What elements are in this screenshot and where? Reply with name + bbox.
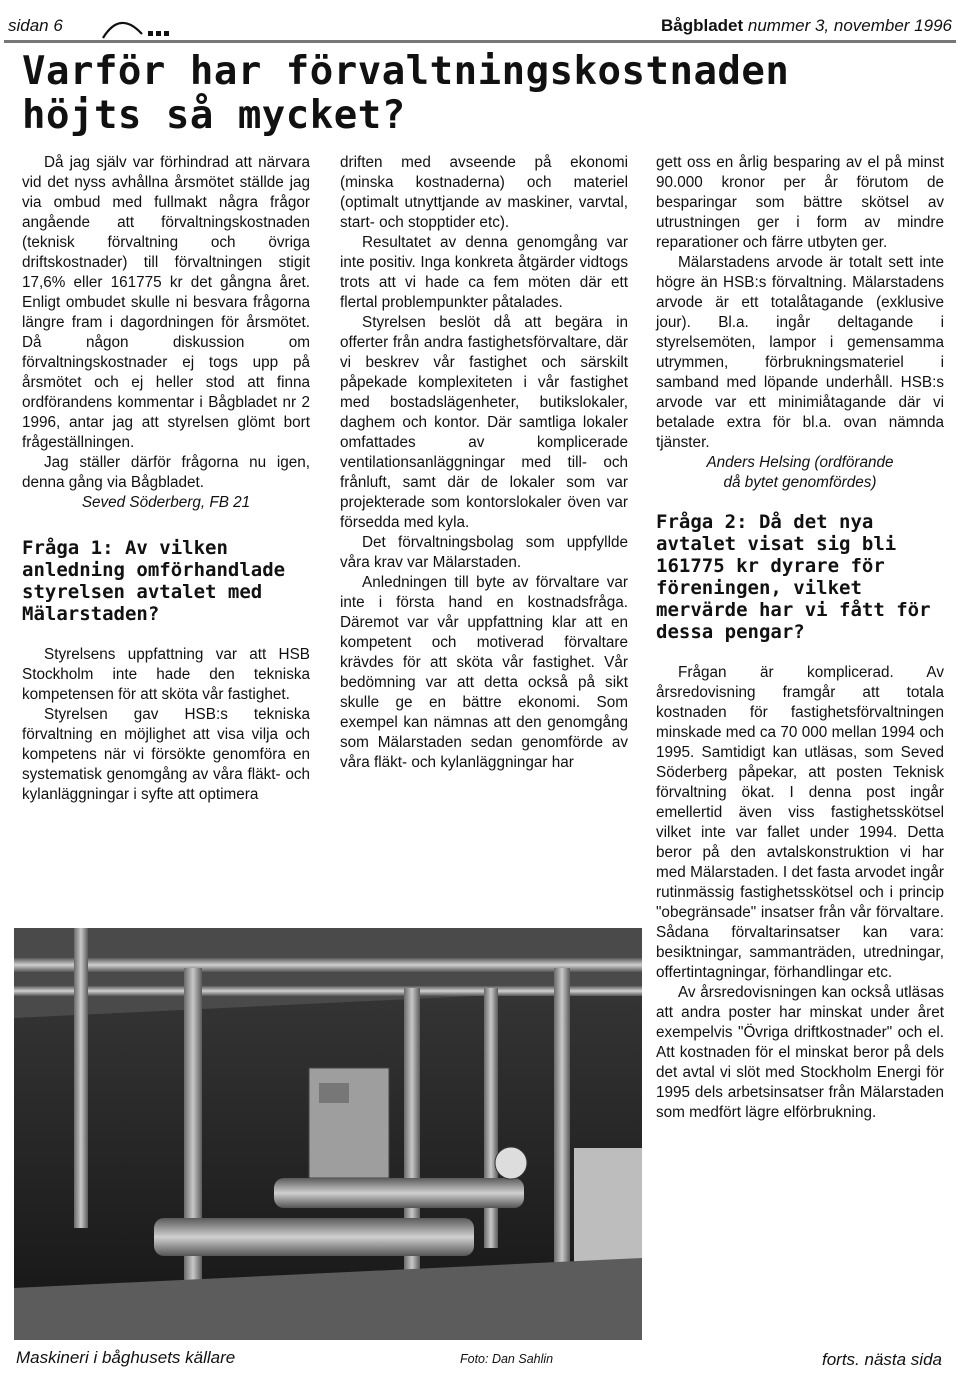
paragraph: Då jag själv var förhindrad att närvara vid det nyss avhållna årsmötet ställde jag via ombud med fullmakt några frågor angående att förvaltningskostnaden (teknisk förvaltning och övriga driftskostnader) till förvaltningen stigit 17,6% eller 161775 kr det gångna året. Enligt ombudet skulle ni besvara frågorna längre fram i dagordningen för årsmötet. Då någon diskussion om förvaltningskostnader ej togs upp på årsmötet och ej heller stod att finna ordförandens kommentar i Bågbladet nr 2 1996, antar jag att styrelsen glömt bort frågeställningen. — [22, 154, 310, 451]
article-headline — [22, 50, 822, 138]
page-header — [0, 0, 960, 42]
page-number: sidan 6 — [8, 16, 63, 35]
paragraph: driften med avseende på ekonomi (minska kostnaderna) och materiel (optimalt utnyttjande av maskiner, varvtal, start- och stopptider etc). — [340, 154, 628, 231]
paragraph: Resultatet av denna genomgång var inte positiv. Inga konkreta åtgärder vidtogs trots att vi hade ca fem möten där ett flertal problempunkter påtalades. — [340, 234, 628, 311]
photo-credit: Foto: Dan Sahlin — [460, 1352, 554, 1366]
signature: Seved Söderberg, FB 21 — [81, 494, 251, 511]
headline-line-1: Varför har förvaltningskostnaden — [22, 49, 790, 94]
photo-illustration — [14, 928, 642, 1340]
paragraph: Mälarstadens arvode är totalt sett inte högre än HSB:s förvaltning. Mälarstadens arvode är ett totalåtagande (exklusive jour). Bl.a. ingår deltagande i styrelsemöten, lampor i gemensamma utrymmen, förbrukningsmateriel i samband med löpande underhåll. HSB:s arvode var ett minimiåtagande där vi betalade extra för bl.a. ovan nämnda tjänster. — [656, 254, 944, 451]
bagbladet-logo-icon — [100, 12, 178, 40]
paragraph: Anledningen till byte av förvaltare var inte i första hand en kostnadsfråga. Däremot var vår uppfattning klar att en kompetent och motiverad förvaltare krävdes för att sköta vår fastighet. Vår bedömning var att detta också på sikt skulle ge en bättre ekonomi. Som exempel kan nämnas att den genomgång som Mälarstaden sedan genomförde av våra fläkt- och kylanläggningar har — [340, 574, 628, 771]
column-2 — [340, 153, 628, 773]
paragraph: Styrelsen beslöt då att begära in offerter från andra fastighetsförvaltare, där vi beskrev vår fastighet och särskilt påpekade komplexiteten i vår fastighet med bostadslägenheter, butikslokaler, daghem och kontor. Där samtliga lokaler omfattades av komplicerade ventilationsanläggningar med till- och frånluft, samt där de lokaler som var projekterade som kontorslokaler öven var försedda med kyla. — [340, 314, 628, 531]
paragraph: Jag ställer därför frågorna nu igen, denna gång via Bågbladet. — [22, 454, 310, 491]
continued-note: forts. nästa sida — [821, 1350, 942, 1369]
paragraph: Styrelsens uppfattning var att HSB Stockholm inte hade den tekniska kompetensen för att sköta vår fastighet. — [22, 646, 310, 703]
question-1-heading: Fråga 1: Av vilken anledning omförhandlade styrelsen avtalet med Mälarstaden? — [22, 537, 286, 625]
paragraph: Frågan är komplicerad. Av årsredovisning framgår att totala kostnaden för fastighetsförvaltningen minskade med ca 70 000 mellan 1994 och 1995. Samtidigt kan utläsas, som Seved Söderberg påpekar, att posten Teknisk förvaltning ökat. I denna post ingår emellertid även viss fastighetsskötsel vilket inte var fallet under 1994. Detta beror på den avtalskonstruktion vi har med Mälarstaden. I det fasta arvodet ingår rutinmässig fastighetsskötsel och i princip "obegränsade" insatser från vår förvaltare. Sådana förvaltarinsatser kan vara: besiktningar, sammanträden, utredningar, offertintagningar, förhandlingar etc. — [656, 664, 944, 981]
paragraph: gett oss en årlig besparing av el på minst 90.000 kronor per år förutom de besparingar som bättre skötsel av utrustningen ger i form av mindre reparationer och färre utbyten ger. — [656, 154, 944, 251]
paragraph: Styrelsen gav HSB:s tekniska förvaltning en möjlighet att visa vilja och kompetens när vi försökte genomföra en systematisk genomgång av våra fläkt- och kylanläggningar i syfte att optimera — [22, 706, 310, 803]
paper-name: Bågbladet — [660, 16, 744, 35]
column-3 — [656, 153, 944, 1123]
headline-line-2: höjts så mycket? — [22, 93, 406, 138]
column-1 — [22, 153, 310, 805]
photo-caption: Maskineri i båghusets källare — [16, 1348, 236, 1367]
paragraph: Av årsredovisningen kan också utläsas att andra poster har minskat under året exempelvis "Övriga driftkostnader" och el. Att kostnaden för el minskat beror på dels det avtal vi slöt med Stockholm Energi för 1995 dels arbetsinsatser från Mälarstaden som medfört lägre elförbrukning. — [656, 984, 944, 1121]
signature-line-2: då bytet genomfördes) — [723, 474, 877, 491]
issue-info: nummer 3, november 1996 — [747, 16, 952, 35]
header-rule — [4, 40, 956, 43]
masthead — [661, 16, 952, 36]
signature-line-1: Anders Helsing (ordförande — [706, 454, 894, 471]
paragraph: Det förvaltningsbolag som uppfyllde våra krav var Mälarstaden. — [340, 534, 628, 571]
basement-machinery-photo — [14, 928, 642, 1340]
question-2-heading: Fråga 2: Då det nya avtalet visat sig bli 161775 kr dyrare för föreningen, vilket mervärde har vi fått för dessa pengar? — [656, 511, 931, 643]
